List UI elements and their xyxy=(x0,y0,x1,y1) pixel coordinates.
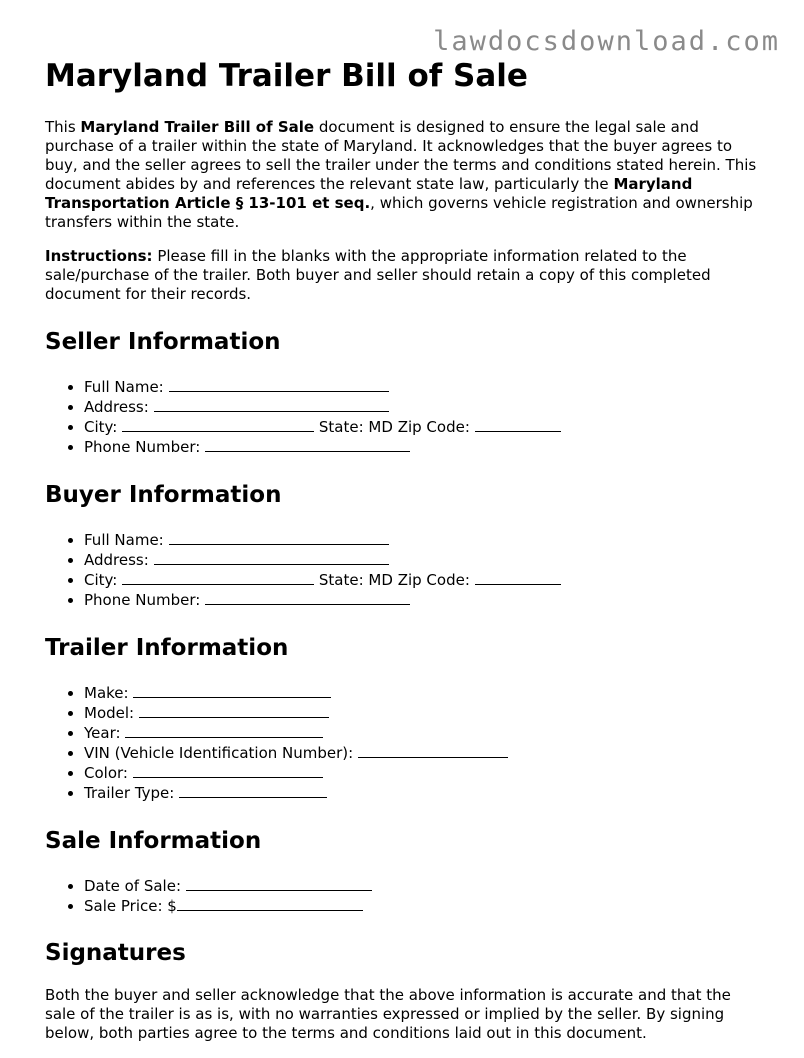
seller-phone-field[interactable] xyxy=(205,437,410,452)
instructions-paragraph: Instructions: Please fill in the blanks with the appropriate information related to the sale/purchase of the trailer. Both buyer and seller should retain a copy of this completed document for their records. xyxy=(45,247,711,303)
buyer-list xyxy=(45,530,765,610)
list-item: • Phone Number: xyxy=(84,590,765,610)
signatures-paragraph: Both the buyer and seller acknowledge that the above information is accurate and that the sale of the trailer is as is, with no warranties expressed or implied by the seller. By signing below, both parties agree to the terms and conditions laid out in this document. xyxy=(45,986,731,1042)
list-item: • Phone Number: xyxy=(84,437,765,457)
buyer-full-name-field[interactable] xyxy=(169,530,389,545)
list-item: • Sale Price: $ xyxy=(84,896,765,916)
seller-heading: Seller Information xyxy=(45,329,281,355)
seller-address-field[interactable] xyxy=(154,397,389,412)
trailer-heading: Trailer Information xyxy=(45,635,289,661)
buyer-city-field[interactable] xyxy=(122,570,314,585)
list-item: • Trailer Type: xyxy=(84,783,765,803)
list-item: • City: State: MD Zip Code: xyxy=(84,570,765,590)
trailer-color-field[interactable] xyxy=(133,763,323,778)
trailer-type-field[interactable] xyxy=(179,783,327,798)
watermark: lawdocsdownload.com xyxy=(433,26,780,57)
buyer-zip-field[interactable] xyxy=(475,570,561,585)
sale-price-field[interactable] xyxy=(177,896,363,911)
list-item: • City: State: MD Zip Code: xyxy=(84,417,765,437)
seller-list xyxy=(45,377,765,457)
trailer-list xyxy=(45,683,765,803)
signatures-heading: Signatures xyxy=(45,940,186,966)
trailer-year-field[interactable] xyxy=(125,723,323,738)
buyer-address-field[interactable] xyxy=(154,550,389,565)
trailer-vin-field[interactable] xyxy=(358,743,508,758)
seller-zip-field[interactable] xyxy=(475,417,561,432)
seller-full-name-field[interactable] xyxy=(169,377,389,392)
buyer-heading: Buyer Information xyxy=(45,482,282,508)
list-item: • Address: xyxy=(84,550,765,570)
list-item: • Make: xyxy=(84,683,765,703)
sale-list xyxy=(45,876,765,916)
list-item: • Full Name: xyxy=(84,530,765,550)
sale-date-field[interactable] xyxy=(186,876,372,891)
list-item: • Model: xyxy=(84,703,765,723)
intro-paragraph: This Maryland Trailer Bill of Sale document is designed to ensure the legal sale and purchase of a trailer within the state of Maryland. It acknowledges that the buyer agrees to buy, and the seller agrees to sell the trailer under the terms and conditions stated herein. This document abides by and references the relevant state law, particularly the Maryland Transportation Article § 13-101 et seq., which governs vehicle registration and ownership transfers within the state. xyxy=(45,118,757,231)
list-item: • Year: xyxy=(84,723,765,743)
list-item: • Full Name: xyxy=(84,377,765,397)
sale-heading: Sale Information xyxy=(45,828,262,854)
page-title: Maryland Trailer Bill of Sale xyxy=(45,58,528,94)
trailer-model-field[interactable] xyxy=(139,703,329,718)
document xyxy=(45,56,765,1058)
list-item: • VIN (Vehicle Identification Number): xyxy=(84,743,765,763)
list-item: • Address: xyxy=(84,397,765,417)
list-item: • Date of Sale: xyxy=(84,876,765,896)
seller-city-field[interactable] xyxy=(122,417,314,432)
buyer-phone-field[interactable] xyxy=(205,590,410,605)
trailer-make-field[interactable] xyxy=(133,683,331,698)
list-item: • Color: xyxy=(84,763,765,783)
